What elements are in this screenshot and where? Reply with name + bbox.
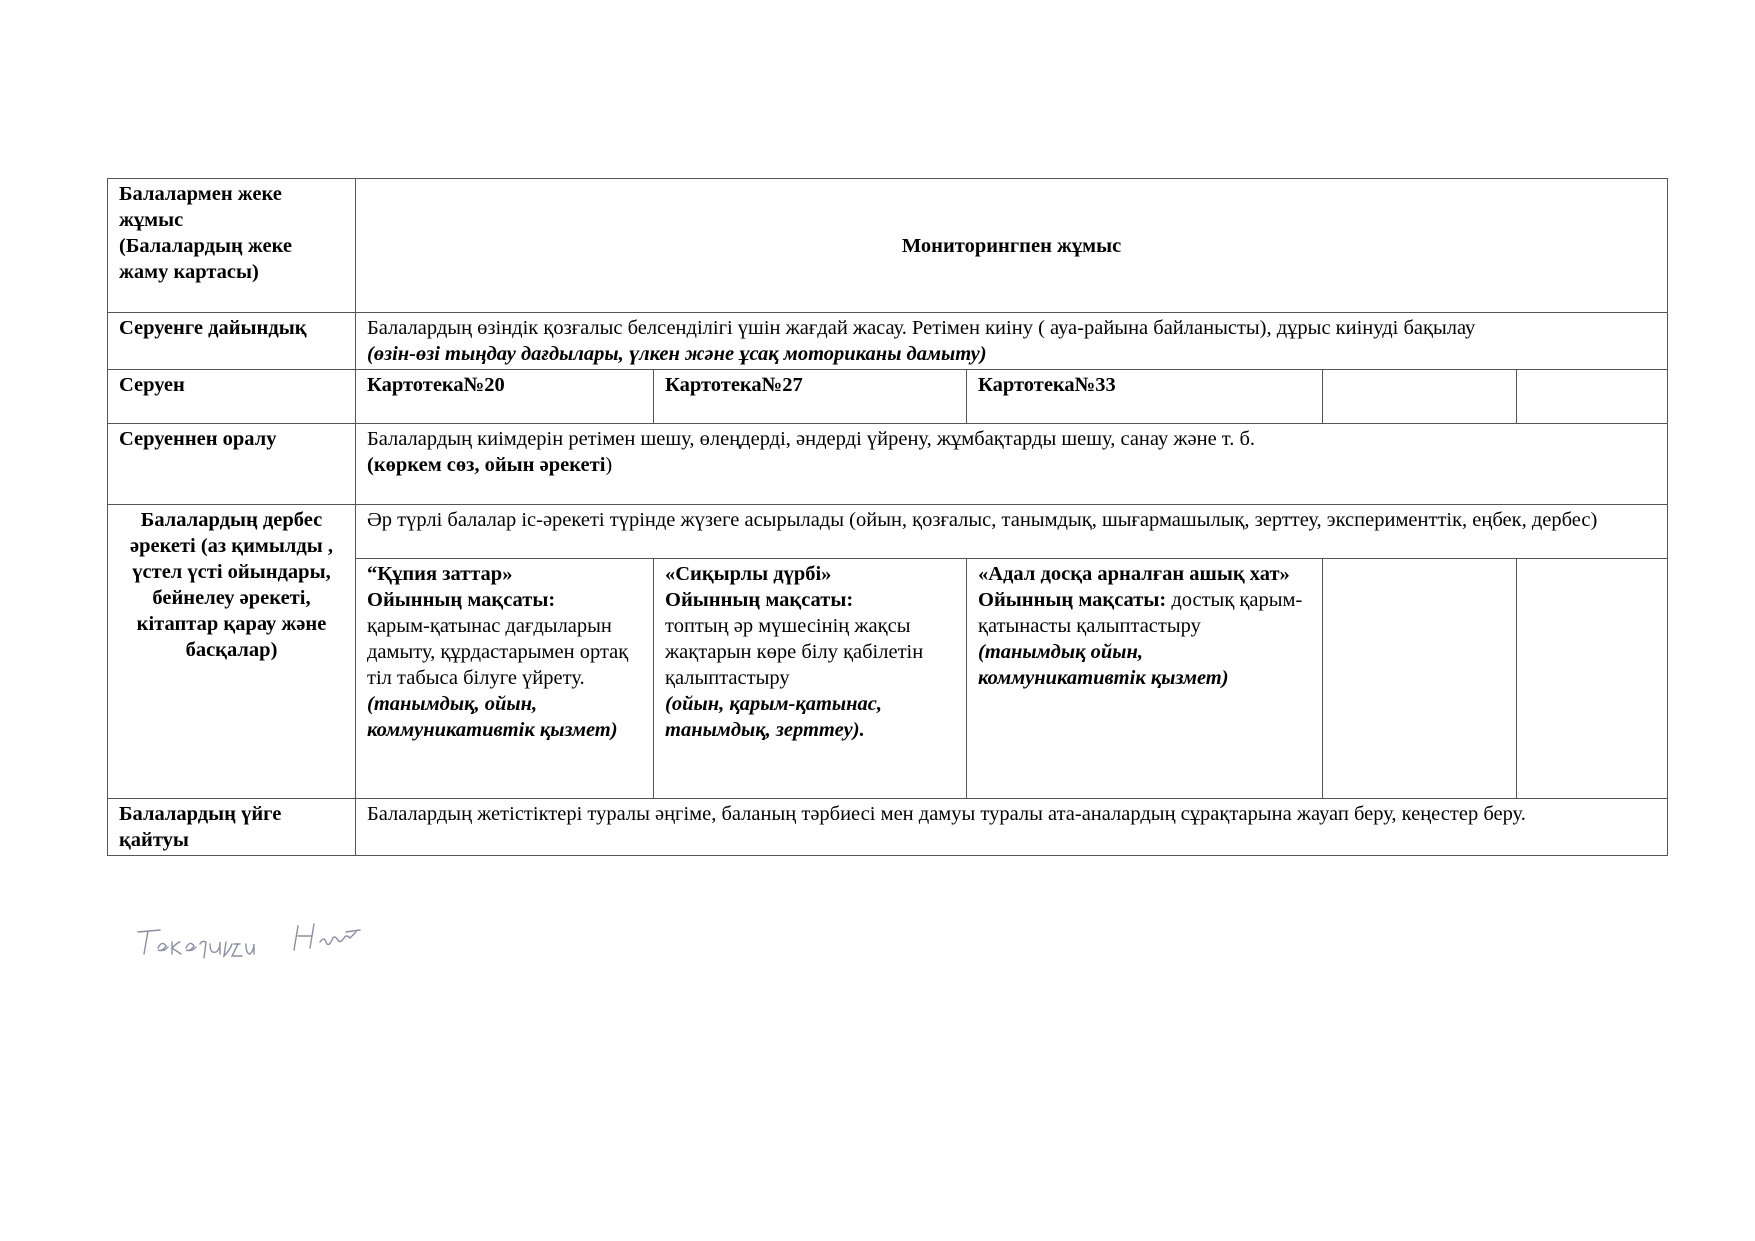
return-walk-note: көркем сөз, ойын әрекеті: [373, 454, 606, 476]
game-2-activity: (ойын, қарым-қатынас, танымдық, зерттеу).: [665, 693, 882, 741]
return-walk-content: [356, 424, 1668, 505]
row-return-walk: [108, 424, 1668, 505]
row-individual-work: [108, 179, 1668, 313]
game-2-goal-label: Ойынның мақсаты:: [665, 589, 854, 611]
walk-card-3: Картотека№33: [967, 370, 1323, 424]
return-walk-note-open: (: [367, 454, 374, 476]
game-card-3: [967, 559, 1323, 799]
game-2-title: «Сиқырлы дүрбі»: [665, 563, 832, 585]
independent-activity-label: Балалардың дербес әрекеті (аз қимылды , үстел үсті ойындары, бейнелеу әрекеті, кітаптар қарау және басқалар): [108, 505, 356, 799]
row-walk: [108, 370, 1668, 424]
walk-prep-text: Балалардың өзіндік қозғалыс белсенділігі үшін жағдай жасау. Ретімен киіну ( ауа-райына байланысты), дұрыс киінуді бақылау: [367, 317, 1476, 339]
row-going-home: [108, 799, 1668, 856]
walk-card-1: Картотека№20: [356, 370, 654, 424]
walk-label: Серуен: [108, 370, 356, 424]
game-card-1: [356, 559, 654, 799]
game-3-goal-label: Ойынның мақсаты:: [978, 589, 1167, 611]
game-card-2: [654, 559, 967, 799]
row-walk-prep: [108, 313, 1668, 370]
return-walk-note-close: ): [605, 454, 613, 476]
handwritten-signature: [134, 918, 394, 968]
game-3-title: «Адал досқа арналған ашық хат»: [978, 563, 1290, 585]
monitoring-work-text: Мониторингпен жұмыс: [901, 234, 1122, 257]
walk-card-2: Картотека№27: [654, 370, 967, 424]
game-1-goal-label: Ойынның мақсаты:: [367, 589, 556, 611]
game-3-goal: достық қарым-қатынасты қалыптастыру: [978, 589, 1303, 637]
row-independent-intro: [108, 505, 1668, 559]
monitoring-work-cell: [356, 179, 1668, 313]
return-walk-label: Серуеннен оралу: [108, 424, 356, 505]
going-home-text: Балалардың жетістіктері туралы әңгіме, баланың тәрбиесі мен дамуы туралы ата-аналардың сұрақтарына жауап беру, кеңестер беру.: [356, 799, 1668, 856]
games-empty-cell-2: [1517, 559, 1668, 799]
going-home-label: Балалардың үйге қайтуы: [108, 799, 356, 856]
game-1-activity: (танымдық, ойын, коммуникативтік қызмет): [367, 693, 618, 741]
walk-empty-cell-2: [1517, 370, 1668, 424]
game-2-goal: топтың әр мүшесінің жақсы жақтарын көре білу қабілетін қалыптастыру: [665, 615, 924, 689]
game-3-activity: (танымдық ойын, коммуникативтік қызмет): [978, 641, 1229, 689]
independent-intro: Әр түрлі балалар іс-әрекеті түрінде жүзеге асырылады (ойын, қозғалыс, танымдық, шығармашылық, зерттеу, эксперименттік, еңбек, дербес): [356, 505, 1668, 559]
daily-plan-table: [107, 178, 1668, 856]
return-walk-text: Балалардың киімдерін ретімен шешу, өлеңдерді, әндерді үйрену, жұмбақтарды шешу, санау және т. б.: [367, 428, 1256, 450]
game-1-goal: қарым-қатынас дағдыларын дамыту, құрдастарымен ортақ тіл табыса білуге үйрету.: [367, 615, 629, 689]
walk-prep-content: [356, 313, 1668, 370]
individual-work-label: Балалармен жеке жұмыс (Балалардың жеке жаму картасы): [108, 179, 356, 313]
walk-prep-label: Серуенге дайындық: [108, 313, 356, 370]
walk-empty-cell-1: [1323, 370, 1517, 424]
walk-prep-note: (өзін-өзі тыңдау дағдылары, үлкен және ұсақ моториканы дамыту): [367, 343, 987, 365]
game-1-title: “Құпия заттар»: [367, 563, 513, 585]
games-empty-cell-1: [1323, 559, 1517, 799]
